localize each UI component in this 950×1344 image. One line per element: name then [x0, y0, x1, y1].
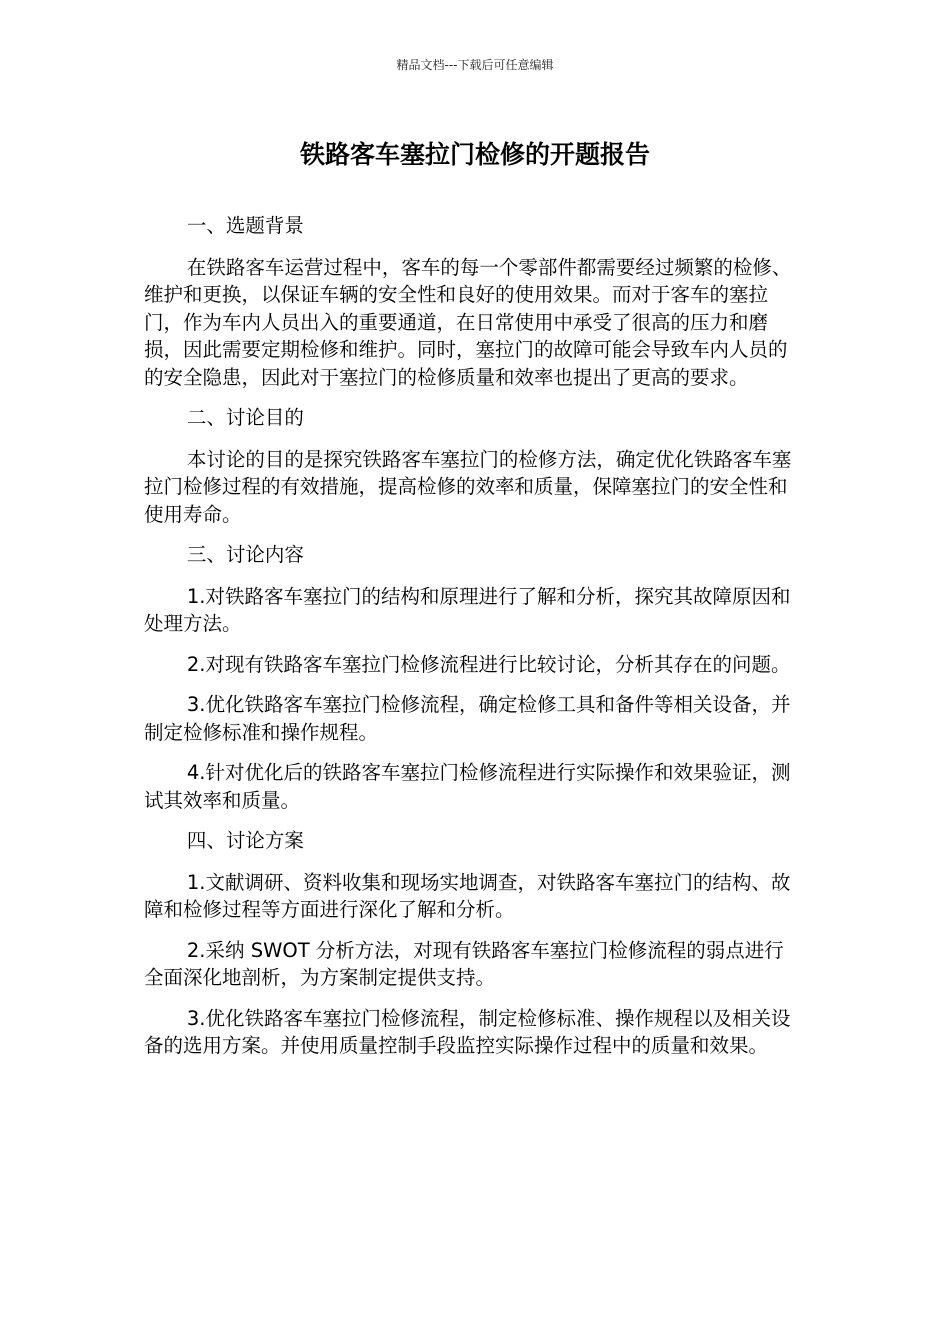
list-item-plan-1: 1.文献调研、资料收集和现场实地调查，对铁路客车塞拉门的结构、故障和检修过程等方面进行深化了解和分析。 [144, 870, 791, 921]
section-heading-content: 三、讨论内容 [186, 543, 304, 566]
document-title: 铁路客车塞拉门检修的开题报告 [299, 140, 650, 169]
section-heading-plan: 四、讨论方案 [186, 829, 304, 852]
list-item-content-1: 1.对铁路客车塞拉门的结构和原理进行了解和分析，探究其故障原因和处理方法。 [144, 584, 791, 635]
document-body [144, 212, 802, 1073]
list-item-content-4: 4.针对优化后的铁路客车塞拉门检修流程进行实际操作和效果验证，测试其效率和质量。 [144, 761, 791, 812]
list-item-content-2: 2.对现有铁路客车塞拉门检修流程进行比较讨论，分析其存在的问题。 [186, 652, 791, 676]
section-heading-background: 一、选题背景 [186, 214, 304, 237]
list-item-plan-3: 3.优化铁路客车塞拉门检修流程，制定检修标准、操作规程以及相关设备的选用方案。并使用质量控制手段监控实际操作过程中的质量和效果。 [144, 1006, 791, 1057]
paragraph-purpose: 本讨论的目的是探究铁路客车塞拉门的检修方法，确定优化铁路客车塞拉门检修过程的有效措施，提高检修的效率和质量，保障塞拉门的安全性和使用寿命。 [144, 447, 792, 526]
list-item-plan-2: 2.采纳 SWOT 分析方法，对现有铁路客车塞拉门检修流程的弱点进行全面深化地剖析，为方案制定提供支持。 [144, 938, 784, 989]
page-header: 精品文档---下载后可任意编辑 [396, 58, 554, 72]
list-item-content-3: 3.优化铁路客车塞拉门检修流程，确定检修工具和备件等相关设备，并制定检修标准和操作规程。 [144, 693, 791, 744]
section-heading-purpose: 二、讨论目的 [186, 406, 304, 429]
paragraph-background: 在铁路客车运营过程中，客车的每一个零部件都需要经过频繁的检修、维护和更换，以保证车辆的安全性和良好的使用效果。而对于客车的塞拉门，作为车内人员出入的重要通道，在日常使用中承受了很高的压力和磨损，因此需要定期检修和维护。同时，塞拉门的故障可能会导致车内人员的的安全隐患，因此对于塞拉门的检修质量和效率也提出了更高的要求。 [144, 255, 792, 389]
